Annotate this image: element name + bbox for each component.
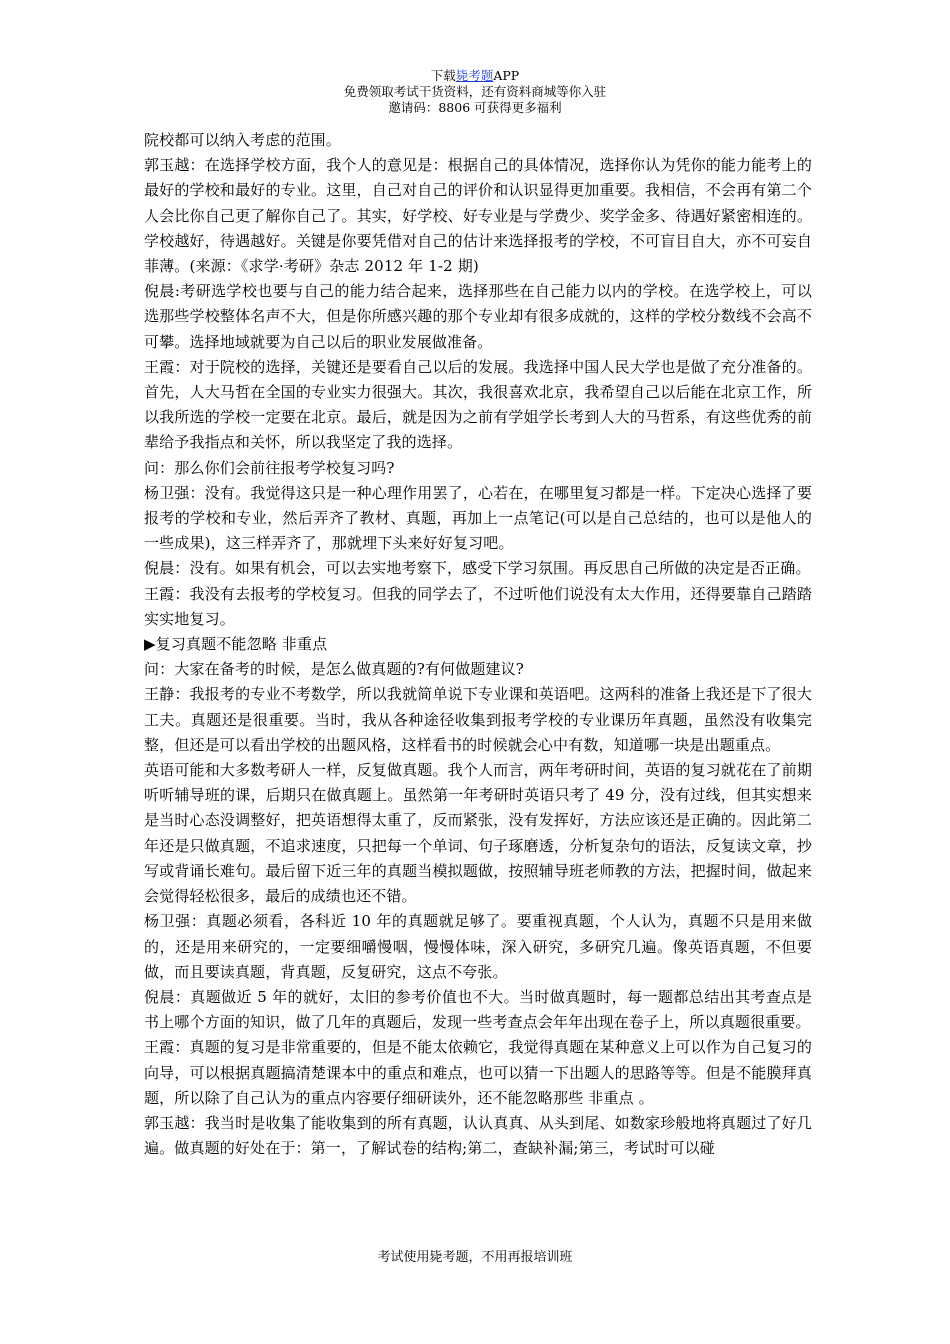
promo-line: 免费领取考试干货资料，还有资料商城等你入驻 [343,84,607,99]
paragraph: 院校都可以纳入考虑的范围。 [144,131,341,149]
section-heading: ▶复习真题不能忽略 非重点 [144,635,328,654]
paragraph: 问：大家在备考的时候，是怎么做真题的?有何做题建议? [144,660,524,679]
paragraph: 王静：我报考的专业不考数学，所以我就简单说下专业课和英语吧。这两科的准备上我还是下了很大工夫。真题还是很重要。当时，我从各种途径收集到报考学校的专业课历年真题，虽然没有收集完整，但还是可以看出学校的出题风格，这样看书的时候就会心中有数，知道哪一块是出题重点。 [144,685,812,754]
download-prefix: 下载 [430,68,456,83]
paragraph: 英语可能和大多数考研人一样，反复做真题。我个人而言，两年考研时间，英语的复习就花在了前期听听辅导班的课，后期只在做真题上。虽然第一年考研时英语只考了 49 分，没有过线，但其实想来是当时心态没调整好，把英语想得太重了，反而紧张，没有发挥好，方法应该还是正确的。因此第二年还是只做真题，不追求速度，只把每一个单词、句子琢磨透，分析复杂句的语法，反复读文章，抄写或背诵长难句。最后留下近三年的真题当模拟题做，按照辅导班老师教的方法，把握时间，做起来会觉得轻松很多，最后的成绩也还不错。 [144,761,812,906]
download-line [0,68,950,84]
paragraph: 倪晨:考研选学校也要与自己的能力结合起来，选择那些在自己能力以内的学校。在选学校上，可以选那些学校整体名声不大，但是你所感兴趣的那个专业却有很多成就的，这样的学校分数线不会高不可攀。选择地域就要为自己以后的职业发展做准备。 [144,282,812,351]
paragraph: 问：那么你们会前往报考学校复习吗? [144,458,395,477]
paragraph: 郭玉越：我当时是收集了能收集到的所有真题，认认真真、从头到尾、如数家珍般地将真题过了好几遍。做真题的好处在于：第一，了解试卷的结构;第二，查缺补漏;第三，考试时可以碰 [144,1113,812,1158]
invite-code-line: 邀请码：8806 可获得更多福利 [388,100,562,115]
paragraph: 王霞：我没有去报考的学校复习。但我的同学去了，不过听他们说没有太大作用，还得要靠自己踏踏实实地复习。 [144,584,812,628]
page-header [0,68,950,116]
paragraph: 杨卫强：没有。我觉得这只是一种心理作用罢了，心若在，在哪里复习都是一样。下定决心选择了要报考的学校和专业，然后弄齐了教材、真题，再加上一点笔记(可以是自己总结的，也可以是他人的一些成果)，这三样弄齐了，那就埋下头来好好复习吧。 [144,483,812,553]
page-footer: 考试使用毙考题，不用再报培训班 [377,1250,573,1265]
paragraph: 倪晨：没有。如果有机会，可以去实地考察下，感受下学习氛围。再反思自己所做的决定是否正确。 [144,559,811,578]
paragraph: 杨卫强：真题必须看，各科近 10 年的真题就足够了。要重视真题，个人认为，真题不只是用来做的，还是用来研究的，一定要细嚼慢咽，慢慢体味，深入研究，多研究几遍。像英语真题，不但要做，而且要读真题，背真题，反复研究，这点不夸张。 [144,912,812,981]
download-suffix: APP [493,68,520,83]
article-body [144,128,812,1161]
app-link[interactable]: 毙考题 [455,68,494,83]
paragraph: 王霞：真题的复习是非常重要的，但是不能太依赖它，我觉得真题在某种意义上可以作为自己复习的向导，可以根据真题搞清楚课本中的重点和难点，也可以猜一下出题人的思路等等。但是不能膜拜真题，所以除了自己认为的重点内容要仔细研读外，还不能忽略那些 非重点 。 [144,1038,812,1107]
paragraph: 王霞：对于院校的选择，关键还是要看自己以后的发展。我选择中国人民大学也是做了充分准备的。首先，人大马哲在全国的专业实力很强大。其次，我很喜欢北京，我希望自己以后能在北京工作，所以我所选的学校一定要在北京。最后，就是因为之前有学姐学长考到人大的马哲系，有这些优秀的前辈给予我指点和关怀，所以我坚定了我的选择。 [144,357,812,452]
paragraph: 倪晨：真题做近 5 年的就好，太旧的参考价值也不大。当时做真题时，每一题都总结出其考查点是书上哪个方面的知识，做了几年的真题后，发现一些考查点会年年出现在卷子上，所以真题很重要。 [144,987,812,1032]
paragraph: 郭玉越：在选择学校方面，我个人的意见是：根据自己的具体情况，选择你认为凭你的能力能考上的最好的学校和最好的专业。这里，自己对自己的评价和认识显得更加重要。我相信，不会再有第二个人会比你自己更了解你自己了。其实，好学校、好专业是与学费少、奖学金多、待遇好紧密相连的。学校越好，待遇越好。关键是你要凭借对自己的估计来选择报考的学校，不可盲目自大，亦不可妄自菲薄。(来源：《求学·考研》杂志 2012 年 1-2 期) [144,156,812,276]
